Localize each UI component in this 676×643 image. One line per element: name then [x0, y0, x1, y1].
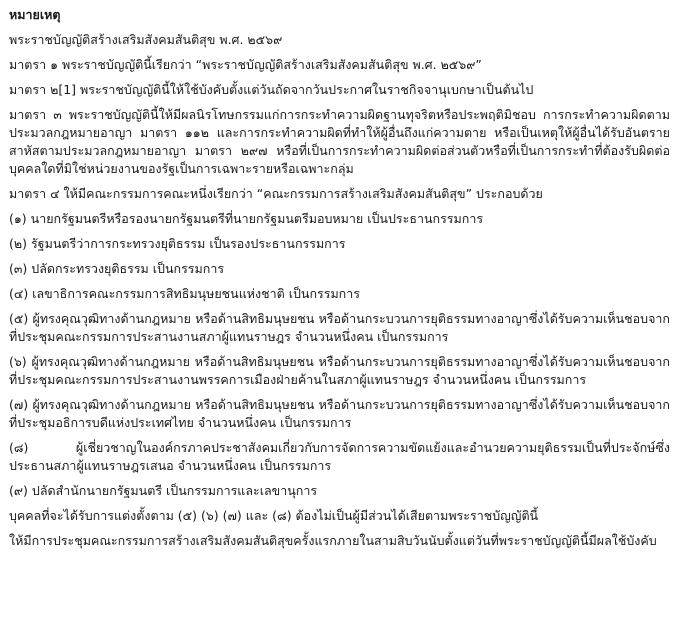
act-title: พระราชบัญญัติสร้างเสริมสังคมสันติสุข พ.ศ. ๒๕๖๙ — [9, 32, 283, 47]
notes-heading: หมายเหตุ — [9, 7, 61, 22]
section-4: มาตรา ๔ ให้มีคณะกรรมการคณะหนึ่งเรียกว่า “คณะกรรมการสร้างเสริมสังคมสันติสุข” ประกอบด้วย — [9, 186, 543, 201]
section-4-item-4: (๔) เลขาธิการคณะกรรมการสิทธิมนุษยชนแห่งชาติ เป็นกรรมการ — [9, 286, 360, 301]
section-4-item-3: (๓) ปลัดกระทรวงยุติธรรม เป็นกรรมการ — [9, 261, 225, 276]
section-4-item-6: (๖) ผู้ทรงคุณวุฒิทางด้านกฎหมาย หรือด้านสิทธิมนุษยชน หรือด้านกระบวนการยุติธรรมทางอาญาซึ่งได้รับความเห็นชอบจากที่ประชุมคณะกรรมการประสานงานพรรคการเมืองฝ่ายค้านในสภาผู้แทนราษฎร จำนวนหนึ่งคน เป็นกรรมการ — [9, 354, 670, 387]
section-3: มาตรา ๓ พระราชบัญญัตินี้ให้มีผลนิรโทษกรรมแก่การกระทำความผิดฐานทุจริตหรือประพฤติมิชอบ การกระทำความผิดตามประมวลกฎหมายอาญา มาตรา ๑๑๒ และการกระทำความผิดที่ทำให้ผู้อื่นถึงแก่ความตาย หรือเป็นเหตุให้ผู้อื่นได้รับอันตรายสาหัสตามประมวลกฎหมายอาญา มาตรา ๒๙๗ หรือที่เป็นการกระทำความผิดต่อส่วนตัวหรือที่เป็นการกระทำที่ต้องรับผิดต่อบุคคลใดที่มิใช่หน่วยงานของรัฐเป็นการเฉพาะรายหรือเฉพาะกลุ่ม — [9, 107, 670, 176]
section-2[interactable]: มาตรา ๒[1] พระราชบัญญัตินี้ให้ใช้บังคับตั้งแต่วันถัดจากวันประกาศในราชกิจจานุเบกษาเป็นต้นไป — [9, 82, 534, 97]
appointee-condition: บุคคลที่จะได้รับการแต่งตั้งตาม (๕) (๖) (๗) และ (๘) ต้องไม่เป็นผู้มีส่วนได้เสียตามพระราชบัญญัตินี้ — [9, 508, 539, 523]
section-1: มาตรา ๑ พระราชบัญญัตินี้เรียกว่า “พระราชบัญญัติสร้างเสริมสังคมสันติสุข พ.ศ. ๒๕๖๙” — [9, 57, 482, 72]
section-4-item-8: (๘) ผู้เชี่ยวชาญในองค์กรภาคประชาสังคมเกี่ยวกับการจัดการความขัดแย้งและอำนวยความยุติธรรมเป็นที่ประจักษ์ซึ่งประธานสภาผู้แทนราษฎรเสนอ จำนวนหนึ่งคน เป็นกรรมการ — [9, 440, 670, 473]
section-4-item-7: (๗) ผู้ทรงคุณวุฒิทางด้านกฎหมาย หรือด้านสิทธิมนุษยชน หรือด้านกระบวนการยุติธรรมทางอาญาซึ่งได้รับความเห็นชอบจากที่ประชุมอธิการบดีแห่งประเทศไทย จำนวนหนึ่งคน เป็นกรรมการ — [9, 397, 670, 430]
section-4-item-1: (๑) นายกรัฐมนตรีหรือรองนายกรัฐมนตรีที่นายกรัฐมนตรีมอบหมาย เป็นประธานกรรมการ — [9, 211, 484, 226]
section-4-item-2: (๒) รัฐมนตรีว่าการกระทรวงยุติธรรม เป็นรองประธานกรรมการ — [9, 236, 346, 251]
section-4-item-9: (๙) ปลัดสำนักนายกรัฐมนตรี เป็นกรรมการและเลขานุการ — [9, 483, 318, 498]
first-meeting-clause: ให้มีการประชุมคณะกรรมการสร้างเสริมสังคมสันติสุขครั้งแรกภายในสามสิบวันนับตั้งแต่วันที่พระราชบัญญัตินี้มีผลใช้บังคับ — [9, 533, 657, 548]
section-4-item-5: (๕) ผู้ทรงคุณวุฒิทางด้านกฎหมาย หรือด้านสิทธิมนุษยชน หรือด้านกระบวนการยุติธรรมทางอาญาซึ่งได้รับความเห็นชอบจากที่ประชุมคณะกรรมการประสานงานสภาผู้แทนราษฎร จำนวนหนึ่งคน เป็นกรรมการ — [9, 311, 670, 344]
